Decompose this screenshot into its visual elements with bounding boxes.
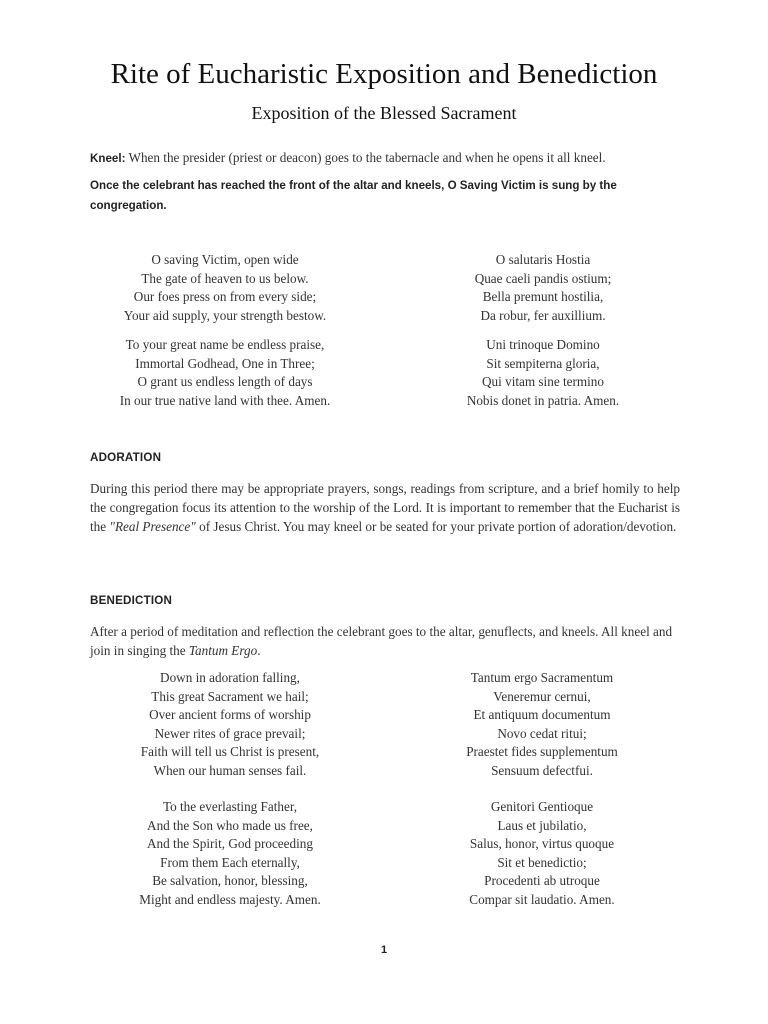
verse-line: This great Sacrament we hail; bbox=[151, 688, 309, 704]
sung-instruction: Once the celebrant has reached the front of the altar and kneels, O Saving Victim is sung by the congregation. bbox=[90, 179, 617, 212]
verse-line: In our true native land with thee. Amen. bbox=[119, 392, 331, 408]
verse-line: Bella premunt hostilia, bbox=[482, 289, 604, 305]
verse-line: Salus, honor, virtus quoque bbox=[469, 836, 615, 852]
verse-line: O salutaris Hostia bbox=[495, 252, 591, 267]
adoration-text-start: During this period there may be appropriate prayers, songs, readings from scripture, and a brief homily to help the congregation focus its attention to the worship of the Lord. It is important to remember that the Eucharist is the bbox=[90, 481, 680, 534]
adoration-paragraph bbox=[90, 479, 680, 536]
verse-line: And the Spirit, God proceeding bbox=[147, 836, 313, 852]
verse-line: And the Son who made us free, bbox=[147, 817, 313, 833]
kneel-label: Kneel: bbox=[90, 152, 126, 165]
verse-line: Be salvation, honor, blessing, bbox=[152, 873, 308, 889]
verse-line: O saving Victim, open wide bbox=[151, 252, 299, 267]
verse-line: Quae caeli pandis ostium; bbox=[474, 270, 612, 286]
benediction-text-end: . bbox=[257, 643, 261, 658]
adoration-text-end: of Jesus Christ. You may kneel or be seated for your private portion of adoration/devotion. bbox=[195, 519, 677, 534]
verse-line: When our human senses fail. bbox=[153, 762, 307, 778]
hymn1-latin-stanza-2 bbox=[438, 336, 648, 410]
verse-line: Veneremur cernui, bbox=[493, 688, 591, 704]
verse-line: Sit et benedictio; bbox=[497, 854, 587, 870]
verse-line: Your aid supply, your strength bestow. bbox=[123, 307, 327, 323]
hymn2-english-stanza-1 bbox=[100, 669, 360, 781]
real-presence-emphasis: "Real Presence" bbox=[109, 519, 196, 534]
verse-line: To the everlasting Father, bbox=[162, 799, 298, 814]
benediction-paragraph bbox=[90, 622, 680, 660]
verse-line: Newer rites of grace prevail; bbox=[154, 725, 306, 741]
document-title: Rite of Eucharistic Exposition and Benediction bbox=[110, 58, 658, 90]
hymn1-english-stanza-1 bbox=[90, 251, 360, 325]
hymn1-english-stanza-2 bbox=[90, 336, 360, 410]
tantum-ergo-emphasis: Tantum Ergo bbox=[188, 643, 258, 658]
page-number: 1 bbox=[380, 944, 388, 956]
verse-line: Uni trinoque Domino bbox=[486, 337, 600, 352]
verse-line: The gate of heaven to us below. bbox=[141, 270, 309, 286]
hymn2-latin-stanza-1 bbox=[428, 669, 656, 781]
verse-line: From them Each eternally, bbox=[160, 854, 300, 870]
hymn1-latin-stanza-1 bbox=[438, 251, 648, 325]
verse-line: Da robur, fer auxillium. bbox=[480, 307, 606, 323]
hymn2-english-stanza-2 bbox=[100, 798, 360, 910]
verse-line: Over ancient forms of worship bbox=[149, 707, 311, 723]
verse-line: Genitori Gentioque bbox=[490, 799, 594, 814]
verse-line: Down in adoration falling, bbox=[160, 670, 300, 685]
kneel-instruction bbox=[90, 148, 680, 168]
verse-line: Praestet fides supplementum bbox=[466, 744, 618, 760]
hymn2-latin-stanza-2 bbox=[428, 798, 656, 910]
verse-line: Compar sit laudatio. Amen. bbox=[469, 891, 615, 907]
verse-line: Sit sempiterna gloria, bbox=[486, 355, 600, 371]
verse-line: Our foes press on from every side; bbox=[133, 289, 317, 305]
verse-line: Faith will tell us Christ is present, bbox=[140, 744, 320, 760]
verse-line: O grant us endless length of days bbox=[137, 374, 313, 390]
verse-line: Tantum ergo Sacramentum bbox=[470, 670, 614, 685]
kneel-text: When the presider (priest or deacon) goes to the tabernacle and when he opens it all kneel. bbox=[125, 150, 606, 165]
adoration-heading: ADORATION bbox=[90, 451, 162, 464]
verse-line: Sensuum defectfui. bbox=[491, 762, 593, 778]
verse-line: Immortal Godhead, One in Three; bbox=[135, 355, 315, 371]
document-subtitle: Exposition of the Blessed Sacrament bbox=[251, 103, 517, 123]
verse-line: Laus et jubilatio, bbox=[497, 817, 587, 833]
verse-line: Et antiquum documentum bbox=[473, 707, 611, 723]
verse-line: Qui vitam sine termino bbox=[482, 374, 604, 390]
verse-line: Nobis donet in patria. Amen. bbox=[466, 392, 620, 408]
verse-line: Procedenti ab utroque bbox=[484, 873, 600, 889]
benediction-heading: BENEDICTION bbox=[90, 594, 173, 607]
verse-line: Might and endless majesty. Amen. bbox=[139, 891, 321, 907]
verse-line: Novo cedat ritui; bbox=[497, 725, 587, 741]
benediction-text-start: After a period of meditation and reflection the celebrant goes to the altar, genuflects, and kneels. All kneel and join in singing the bbox=[90, 624, 673, 658]
verse-line: To your great name be endless praise, bbox=[125, 337, 325, 352]
